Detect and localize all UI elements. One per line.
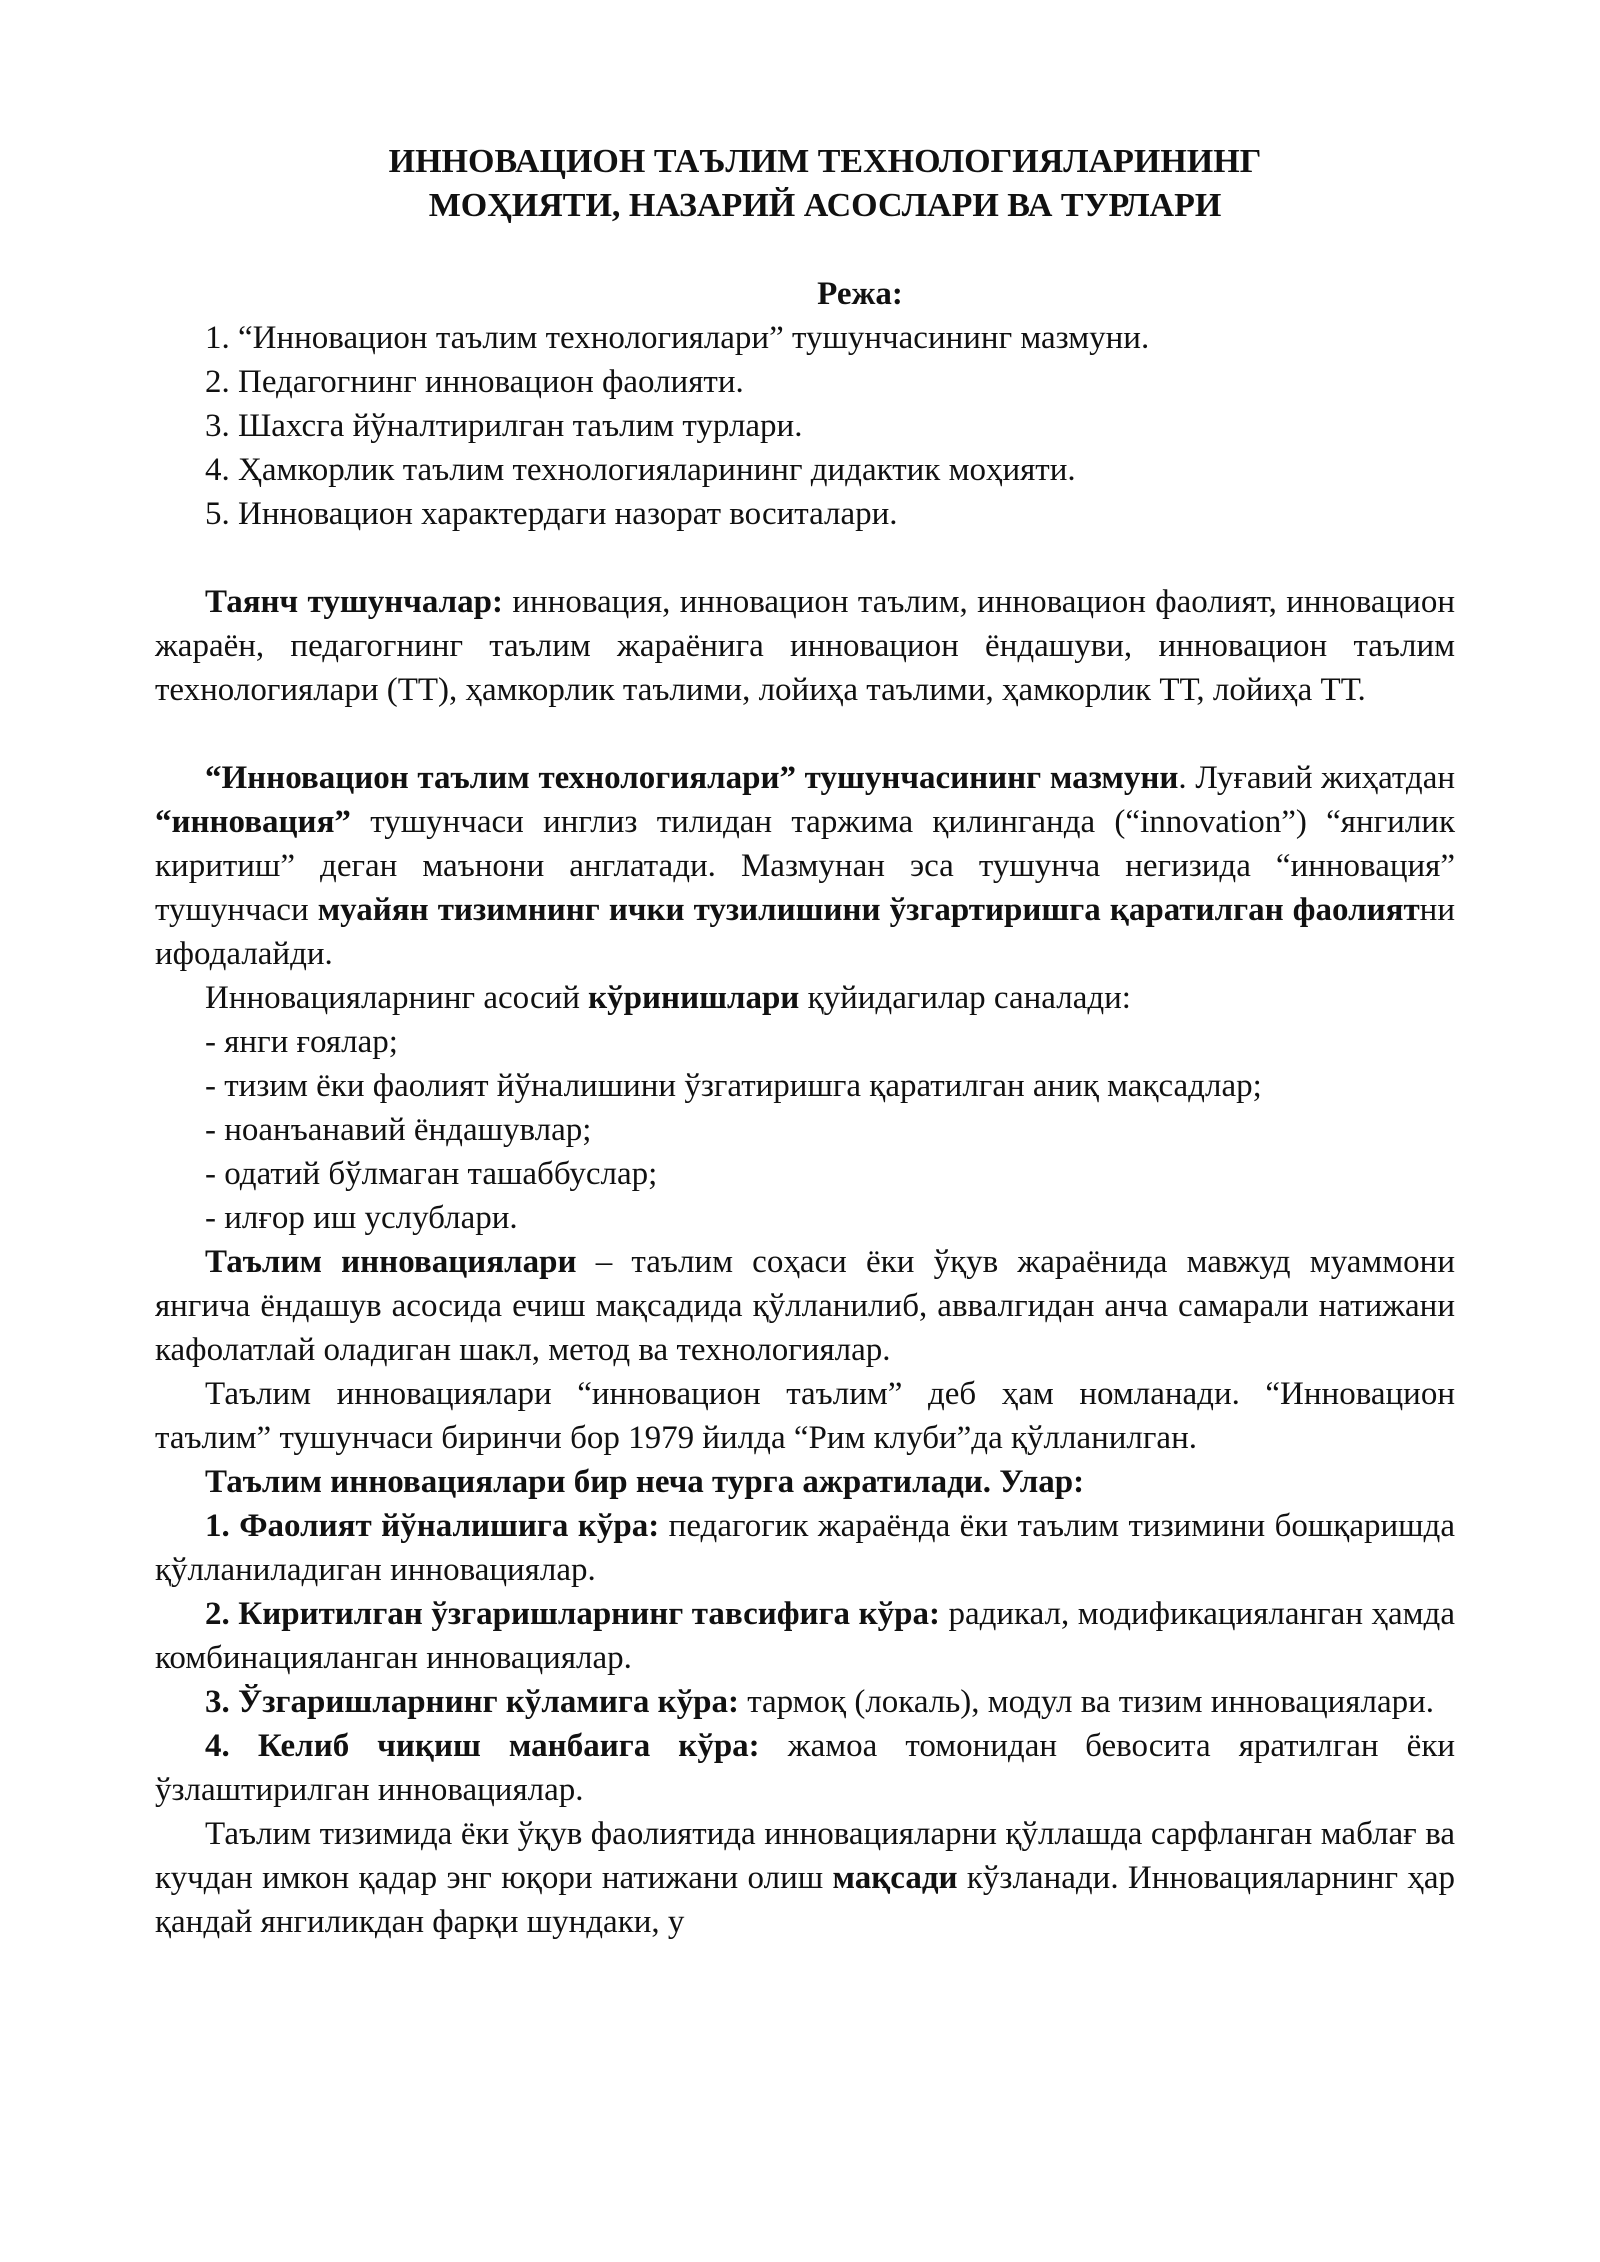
closing-text: Таълим тизимида ёки ўқув фаолиятида инновацияларни қўллашда сарфланган маблағ ва кучдан имкон қадар энг юқори натижани олиш [155, 1816, 1455, 1896]
key-concepts-paragraph [155, 580, 1455, 712]
types-item [155, 1724, 1455, 1812]
forms-text: Инновацияларнинг асосий [205, 980, 589, 1016]
types-item [155, 1680, 1455, 1724]
definition-paragraph [155, 1240, 1455, 1372]
forms-item: - одатий бўлмаган ташаббуслар; [205, 1156, 658, 1192]
forms-item: - янги ғоялар; [205, 1024, 398, 1060]
forms-bold: кўринишлари [588, 980, 800, 1016]
closing-paragraph [155, 1812, 1455, 1944]
section1-paragraph [155, 756, 1455, 976]
types-heading-text: Таълим инновациялари бир неча турга ажратилади. Улар: [205, 1464, 1085, 1500]
section1-text: ни ифодалайди. [155, 892, 1455, 972]
plan-heading: Режа: [817, 276, 903, 312]
section1-text: тушунчаси инглиз тилидан таржима қилинганда (“innovation”) “янгилик киритиш” деган маънони англатади. Мазмунан эса тушунча негизида “инновация” тушунчаси [155, 804, 1455, 928]
section1-bold-phrase: муайян тизимнинг ички тузилишини ўзгартиришга қаратилган фаолият [317, 892, 1420, 928]
forms-item: - ноанъанавий ёндашувлар; [205, 1112, 592, 1148]
plan-item: 3. Шахсга йўналтирилган таълим турлари. [205, 408, 803, 444]
forms-text: қуйидагилар саналади: [799, 980, 1131, 1016]
types-heading [155, 1460, 1455, 1504]
types-item-text: жамоа томонидан бевосита яратилган ёки ўзлаштирилган инновациялар. [155, 1728, 1456, 1808]
section1-bold-term: “инновация” [155, 804, 351, 840]
types-item-text: тармоқ (локаль), модул ва тизим инновациялари. [738, 1684, 1435, 1720]
types-item-label: 4. Келиб чиқиш манбаига кўра: [205, 1728, 760, 1764]
forms-item: - илғор иш услублари. [205, 1200, 518, 1236]
plan-item: 1. “Инновацион таълим технологиялари” тушунчасининг мазмуни. [205, 320, 1150, 356]
closing-bold: мақсади [832, 1860, 958, 1896]
plan-item: 2. Педагогнинг инновацион фаолияти. [205, 364, 744, 400]
history-paragraph: Таълим инновациялари “инновацион таълим” деб ҳам номланади. “Инновацион таълим” тушунчаси биринчи бор 1979 йилда “Рим клуби”да қўлланилган. [155, 1376, 1455, 1456]
types-item [155, 1592, 1455, 1680]
types-item-text: педагогик жараёнда ёки таълим тизимини бошқаришда қўлланиладиган инновациялар. [155, 1508, 1455, 1588]
plan-list [155, 316, 1455, 536]
types-item-label: 3. Ўзгаришларнинг кўламига кўра: [205, 1684, 739, 1720]
document-page [155, 140, 1455, 1944]
title-line-1: ИННОВАЦИОН ТАЪЛИМ ТЕХНОЛОГИЯЛАРИНИНГ [388, 143, 1262, 180]
key-concepts-label: Таянч тушунчалар: [205, 584, 503, 620]
plan-item: 5. Инновацион характердаги назорат воситалари. [205, 496, 898, 532]
definition-text: – таълим соҳаси ёки ўқув жараёнида мавжуд муаммони янгича ёндашув асосида ечиш мақсадида қўлланилиб, аввалгидан анча самарали натижани кафолатлай оладиган шакл, метод ва технологиялар. [155, 1244, 1455, 1368]
forms-item: - тизим ёки фаолият йўналишини ўзгатиришга қаратилган аниқ мақсадлар; [205, 1068, 1262, 1104]
title-line-2: МОҲИЯТИ, НАЗАРИЙ АСОСЛАРИ ВА ТУРЛАРИ [428, 187, 1222, 224]
definition-term: Таълим инновациялари [205, 1244, 577, 1280]
types-item-text: радикал, модификацияланган ҳамда комбинацияланган инновациялар. [155, 1596, 1455, 1676]
types-item-label: 1. Фаолият йўналишига кўра: [205, 1508, 660, 1544]
types-item-label: 2. Киритилган ўзгаришларнинг тавсифига кўра: [205, 1596, 940, 1632]
section1-heading: “Инновацион таълим технологиялари” тушунчасининг мазмуни [205, 760, 1179, 796]
document-title [155, 140, 1455, 228]
forms-intro [155, 976, 1455, 1020]
section1-text: . Луғавий жиҳатдан [1178, 760, 1456, 796]
types-item [155, 1504, 1455, 1592]
plan-item: 4. Ҳамкорлик таълим технологияларининг дидактик моҳияти. [205, 452, 1076, 488]
closing-text: кўзланади. Инновацияларнинг ҳар қандай янгиликдан фарқи шундаки, у [155, 1860, 1455, 1940]
key-concepts-text: инновация, инновацион таълим, инновацион фаолият, инновацион жараён, педагогнинг таълим жараёнига инновацион ёндашуви, инновацион таълим технологиялари (ТТ), ҳамкорлик таълими, лойиҳа таълими, ҳамкорлик ТТ, лойиҳа ТТ. [155, 584, 1455, 708]
